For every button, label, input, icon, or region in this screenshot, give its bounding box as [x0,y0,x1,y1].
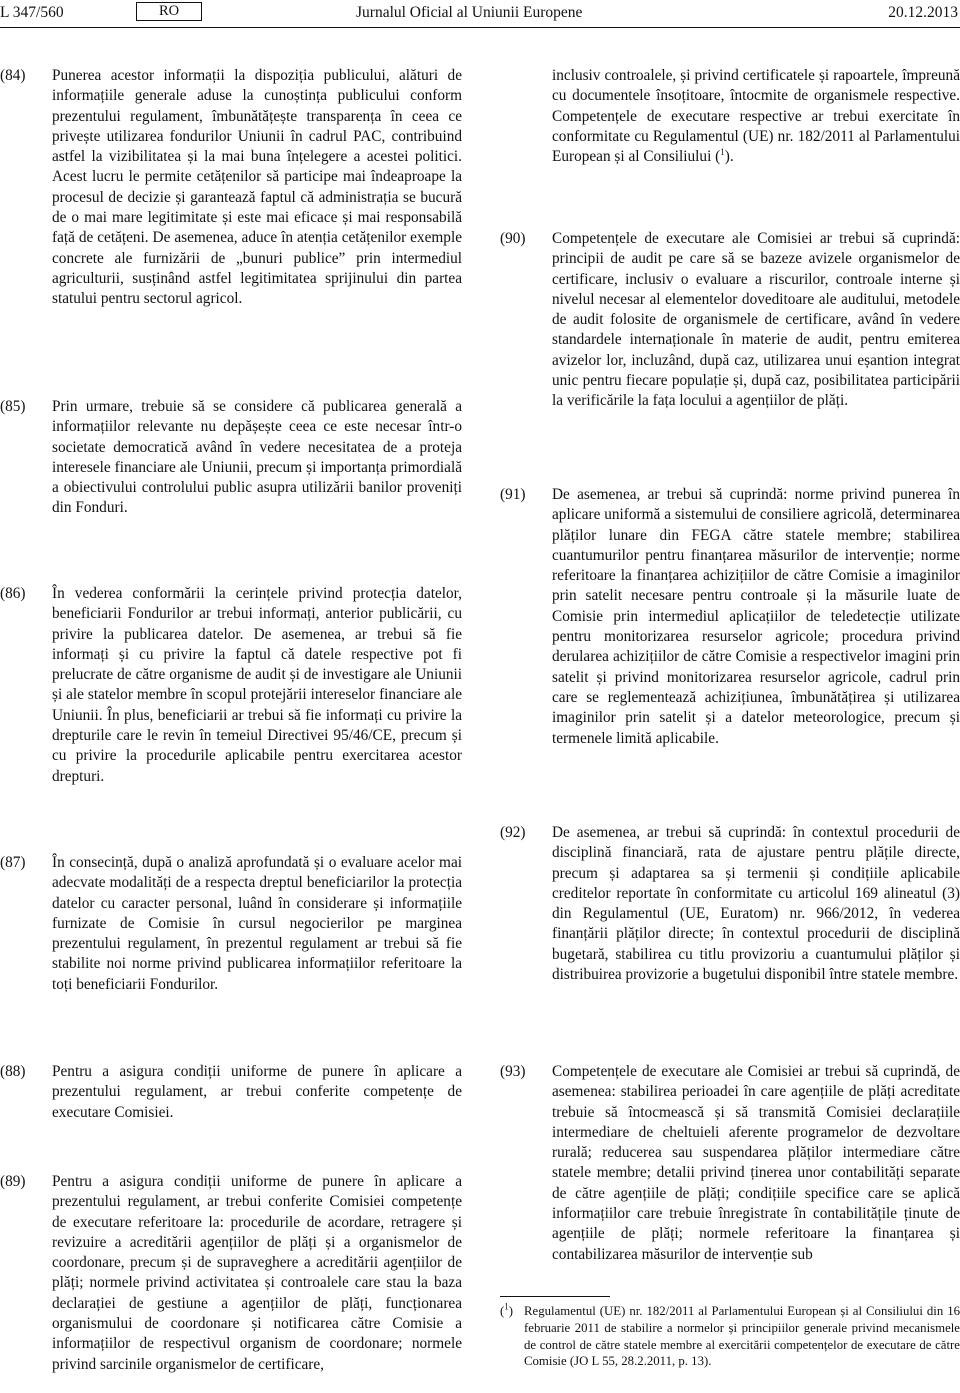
continuation-text: inclusiv controalele, și privind certificatele și rapoartele, împreună cu documentele însoțitoare, întocmite de organismele respective. Competențele de executare respective ar trebui exercitate în conformitate cu Regulamentul (UE) nr. 182/2011 al Parlamentului European și al Consiliului ( [552,67,960,166]
footnote-rule [500,1296,610,1297]
language-badge: RO [136,2,202,21]
header-rule [0,27,960,28]
recital-number: (93) [500,1063,526,1080]
recital-text: În vederea conformării la cerințele privind protecția datelor, beneficiarii Fondurilor ar trebui informați, anterior publicării, cu privire la publicarea datelor. De asemenea, ar trebui să fie informați și cu privire la faptul că datele respective pot fi prelucrate de către organisme de audit și de investigare ale Uniunii și ale statelor membre în scopul protejării intereselor financiare ale Uniunii. În plus, beneficiarii ar trebui să fie informați cu privire la drepturile care le revin în temeiul Directivei 95/46/CE, precum și cu privire la procedurile aplicabile pentru exercitarea acestor drepturi. [52,585,462,785]
recital-number: (84) [0,67,26,84]
footnote-number: ($^1$) [500,1301,514,1318]
recital-number: (88) [0,1063,26,1080]
recital-number: (86) [0,585,26,602]
recital-text: Prin urmare, trebuie să se considere că publicarea generală a informațiilor relevante nu depășește ceea ce este necesar într-o societate democratică având în vedere necesitatea de a proteja interesele financiare ale Uniunii, precum și importanța primordială a obiectivului controlului public asupra utilizării banilor proveniți din Fonduri. [52,398,462,517]
recital-text: Competențele de executare ale Comisiei ar trebui să cuprindă, de asemenea: stabilirea perioadei în care agențiile de plăți acreditate trebuie să întocmească și să transmită Comisiei declarațiile intermediare de cheltuieli aferente programelor de dezvoltare rurală; reducerea sau suspendarea plăților intermediare către statele membre; detalii privind ținerea unor contabilități separate de către agențiile de plăți; condițiile specifice care se aplică informațiilor care trebuie înregistrate în contabilitățile ținute de agențiile de plăți; normele referitoare la finanțarea și contabilizarea măsurilor de intervenție sub [552,1063,960,1263]
recital-number: (89) [0,1173,26,1190]
page-reference: L 347/560 [0,4,64,21]
recital-text: De asemenea, ar trebui să cuprindă: în contextul procedurii de disciplină financiară, rata de ajustare pentru plățile directe, precum și adaptarea sa și termenii și condițiile aplicabile creditelor reportate în conformitate cu articolul 169 alineatul (3) din Regulamentul (UE, Euratom) nr. 966/2012, în vederea finanțării plăților directe; în contextul procedurii de disciplină bugetară, stabilirea cu titlu provizoriu a cuantumului plăților și distribuirea provizorie a bugetului disponibil între statele membre. [552,824,960,984]
recital-90 [500,229,960,412]
recital-text: Pentru a asigura condiții uniforme de punere în aplicare a prezentului regulament, ar trebui conferite Comisiei competențe de executare referitoare la: procedurile de acordare, retragere și revizuire a acreditării agențiilor de plăți și a organismelor de coordonare, precum și de supraveghere a acreditării agențiilor de plăți; normele privind activitatea și controalele care stau la baza declarației de gestiune a agențiilor de plăți, funcționarea organismului de coordonare și notificarea către Comisie a informațiilor de respectivul organism de coordonare; normele privind sarcinile organismelor de certificare, [52,1173,462,1373]
recital-92 [500,823,960,985]
recital-text: Competențele de executare ale Comisiei ar trebui să cuprindă: principii de audit pe care să se bazeze avizele organismelor de certificare, inclusiv o evaluare a riscurilor, controale interne și nivelul necesar al elementelor doveditoare ale auditului, metodele de audit folosite de organismele de certificare, având în vedere standardele internaționale în materie de audit, pentru emiterea avizelor lor, incluzând, după caz, utilizarea unui eșantion integrat unic pentru fiecare populație și, după caz, posibilitatea participării la verificările la fața locului a agențiilor de plăți. [552,230,960,410]
recital-text: De asemenea, ar trebui să cuprindă: norme privind punerea în aplicare uniformă a sistemului de consiliere agricolă, determinarea plăților lunare din FEGA către statele membre; stabilirea cuantumurilor pentru finanțarea măsurilor de intervenție; norme referitoare la finanțarea achizițiilor de către Comisie a imaginilor prin satelit necesare pentru controale și la măsurile luate de Comisie prin intermediul aplicațiilor de teledetecție utilizate pentru monitorizarea resurselor agricole; procedura privind derularea achizițiilor de către Comisie a respectivelor imagini prin satelit și privind monitorizarea resurselor agricole, cadrul prin care se reglementează achizițiunea, îmbunătățirea și utilizarea imaginilor prin satelit și a datelor meteorologice, precum și termenele limită aplicabile. [552,486,960,747]
footnote-text: Regulamentul (UE) nr. 182/2011 al Parlamentului European și al Consiliului din 16 februarie 2011 de stabilire a normelor și principiilor generale privind mecanismele de control de către statele membre al exercitării competențelor de executare de către Comisie (JO L 55, 28.2.2011, p. 13). [524,1304,960,1369]
recital-89 [0,1172,462,1375]
recital-91 [500,485,960,749]
recital-87 [0,853,462,995]
recital-text: Pentru a asigura condiții uniforme de punere în aplicare a prezentului regulament, ar trebui conferite competențe de executare Comisiei. [52,1063,462,1121]
recital-number: (87) [0,854,26,871]
recital-number: (91) [500,486,526,503]
recital-text: Punerea acestor informații la dispoziția publicului, alături de informațiile generale aduse la cunoștința publicului conform prezentului regulament, îmbunătățește transparența în ceea ce privește utilizarea fondurilor Uniunii în cadrul PAC, contribuind astfel la vizibilitatea și la mai buna înțelegere a acestei politici. Acest lucru le permite cetățenilor să participe mai îndeaproape la procesul de decizie și garantează faptul că administrația se bucură de o mai mare legitimitate și este mai eficace și mai responsabilă față de cetățeni. De asemenea, aduce în atenția cetățenilor exemple concrete ale furnizării de „bunuri publice” prin intermediul agriculturii, susținând astfel legitimitatea sprijinului din partea statului pentru sectorul agricol. [52,67,462,308]
recital-85 [0,397,462,519]
recital-89-continuation [500,66,960,167]
recital-84 [0,66,462,310]
recital-88 [0,1062,462,1123]
publication-date: 20.12.2013 [888,4,958,21]
recital-number: (92) [500,824,526,841]
journal-title: Jurnalul Oficial al Uniunii Europene [356,4,583,21]
footnote-mark: 1 [504,1301,509,1312]
footnote-ref[interactable]: 1 [720,147,725,158]
recital-number: (85) [0,398,26,415]
recital-93 [500,1062,960,1265]
footnote [500,1303,960,1370]
recital-number: (90) [500,230,526,247]
continuation-end: ). [724,148,734,166]
recital-86 [0,584,462,787]
recital-text: În consecință, după o analiză aprofundată și o evaluare acelor mai adecvate modalități de a respecta dreptul beneficiarilor la protecția datelor cu caracter personal, luând în considerare și informațiile furnizate de Comisie în cursul negocierilor pe marginea prezentului regulament, în prezentul regulament ar trebui să fie stabilite noi norme privind publicarea informațiilor referitoare la toți beneficiarii Fondurilor. [52,854,462,993]
page-header [0,0,960,30]
